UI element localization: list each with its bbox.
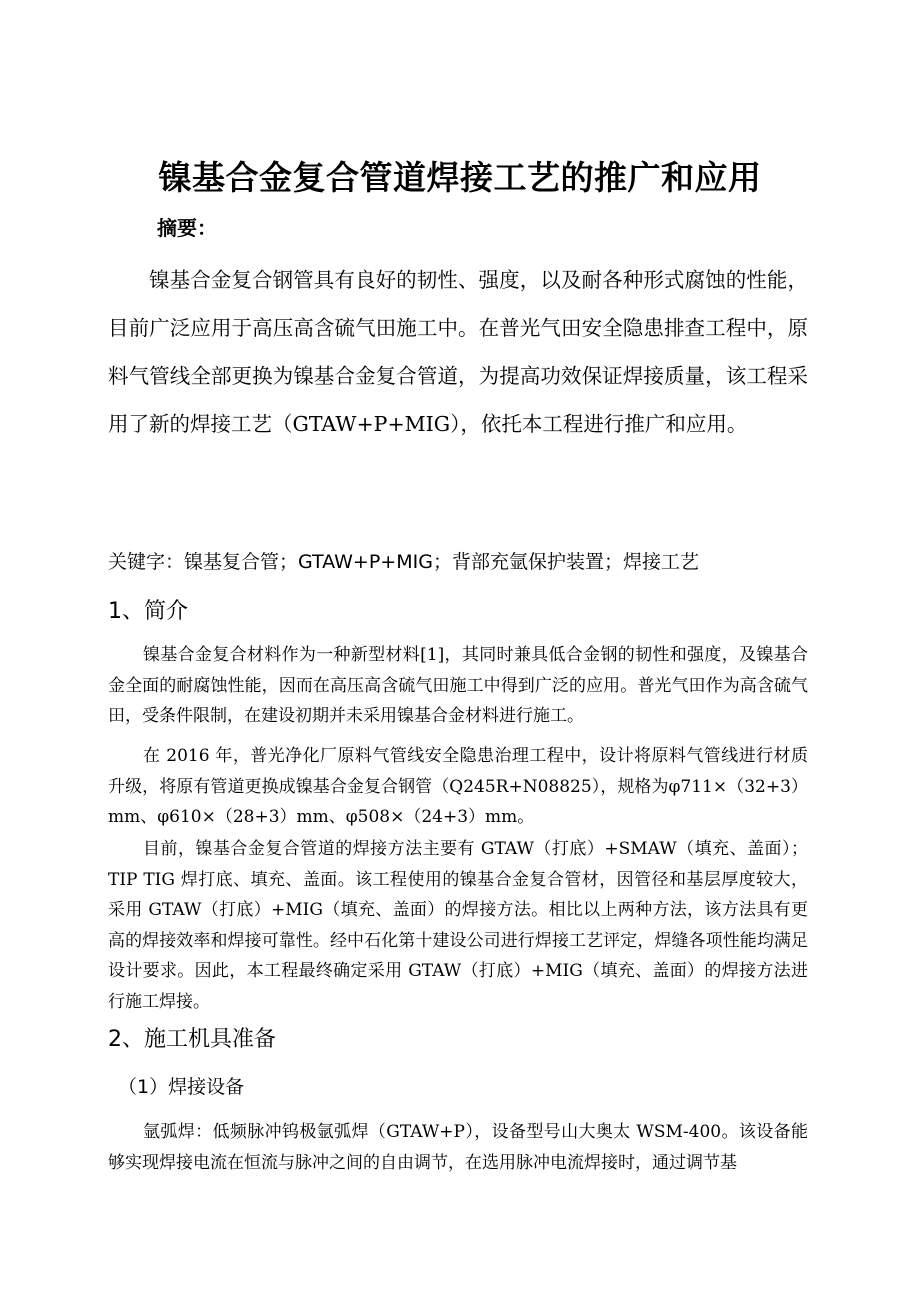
document-title: 镍基合金复合管道焊接工艺的推广和应用 [158, 158, 762, 197]
section-1-heading: 1、简介 [108, 599, 188, 624]
abstract-label: 摘要： [157, 216, 217, 240]
section-1-paragraph-1: 镍基合金复合材料作为一种新型材料[1]，其同时兼具低合金钢的韧性和强度，及镍基合金全面的耐腐蚀性能，因而在高压高含硫气田施工中得到广泛的应用。普光气田作为高含硫气田，受条件限制，在建设初期并未采用镍基合金材料进行施工。 [108, 645, 808, 726]
section-2-1-heading: （1）焊接设备 [118, 1076, 245, 1098]
section-2-1-paragraph: 氩弧焊：低频脉冲钨极氩弧焊（GTAW+P），设备型号山大奥太 WSM-400。该设备能够实现焊接电流在恒流与脉冲之间的自由调节，在选用脉冲电流焊接时，通过调节基 [108, 1122, 808, 1173]
section-1-paragraph-3: 目前，镍基合金复合管道的焊接方法主要有 GTAW（打底）+SMAW（填充、盖面）；TIP TIG 焊打底、填充、盖面。该工程使用的镍基合金复合管材，因管径和基层厚度较大，采用 GTAW（打底）+MIG（填充、盖面）的焊接方法。相比以上两种方法，该方法具有更高的焊接效率和焊接可靠性。经中石化第十建设公司进行焊接工艺评定，焊缝各项性能均满足设计要求。因此，本工程最终确定采用 GTAW（打底）+MIG（填充、盖面）的焊接方法进行施工焊接。 [108, 839, 808, 1012]
section-2-heading: 2、施工机具准备 [108, 1027, 276, 1052]
abstract-paragraph: 镍基合金复合钢管具有良好的韧性、强度，以及耐各种形式腐蚀的性能，目前广泛应用于高压高含硫气田施工中。在普光气田安全隐患排查工程中，原料气管线全部更换为镍基合金复合管道，为提高功效保证焊接质量，该工程采用了新的焊接工艺（GTAW+P+MIG），依托本工程进行推广和应用。 [108, 268, 808, 436]
section-1-paragraph-2: 在 2016 年，普光净化厂原料气管线安全隐患治理工程中，设计将原料气管线进行材质升级，将原有管道更换成镍基合金复合钢管（Q245R+N08825），规格为φ711×（32+3）mm、φ610×（28+3）mm、φ508×（24+3）mm。 [108, 746, 808, 827]
keywords-line: 关键字：镍基复合管；GTAW+P+MIG；背部充氩保护装置；焊接工艺 [108, 551, 699, 573]
